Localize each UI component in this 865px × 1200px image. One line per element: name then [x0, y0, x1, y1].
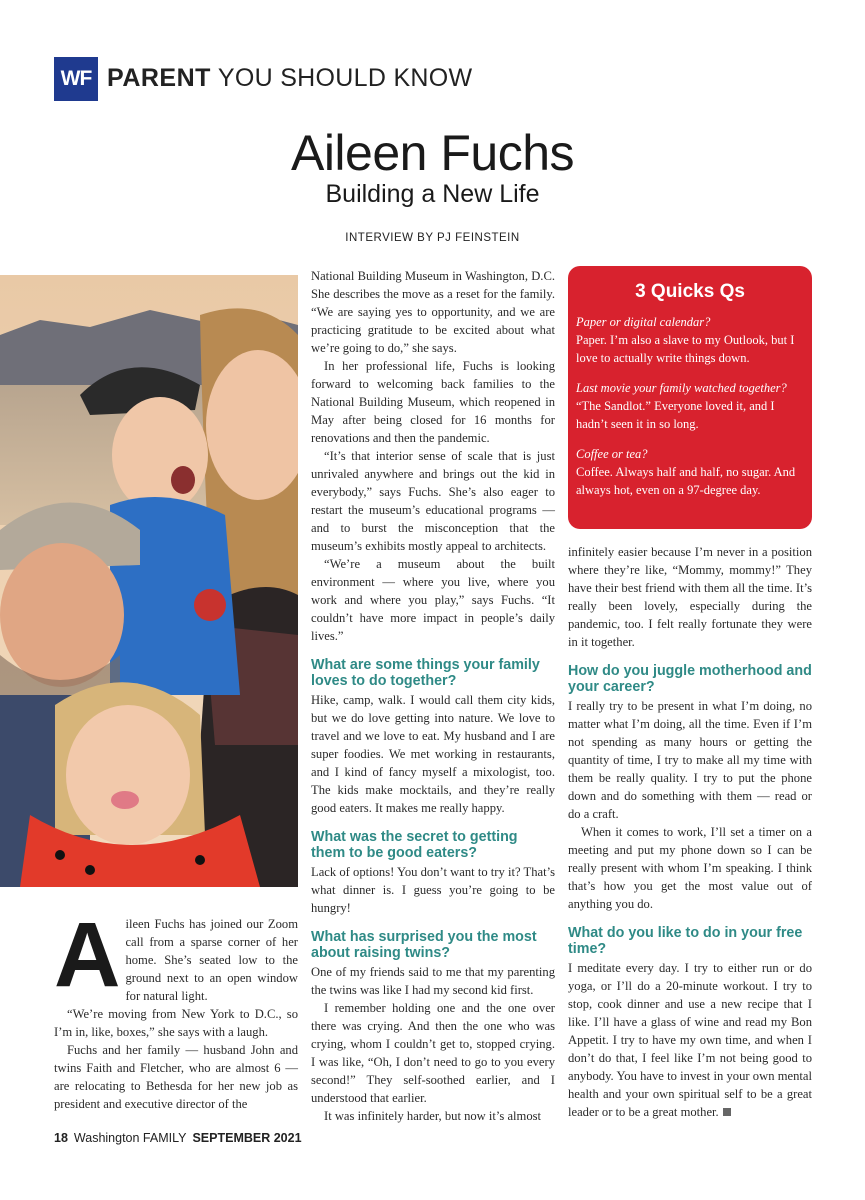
- family-photo: [0, 275, 298, 887]
- answer-paragraph: Hike, camp, walk. I would call them city kids, but we do love getting into nature. We love to travel and we love to eat. My husband and I are super foodies. We met working in restaurants, and I kind of fancy myself a mixologist, too. The kids make mocktails, and they’re really good eaters. It makes me really happy.: [311, 693, 555, 815]
- answer-paragraph: [568, 959, 812, 1121]
- question-heading: What are some things your family loves to do together?: [311, 657, 540, 689]
- section-header: [54, 56, 472, 101]
- page-number: 18: [54, 1131, 68, 1145]
- section-title-rest: YOU SHOULD KNOW: [217, 64, 473, 92]
- paragraph: “We’re moving from New York to D.C., so I’m in, like, boxes,” she says with a laugh.: [54, 1007, 298, 1039]
- article-byline: INTERVIEW BY PJ FEINSTEIN: [345, 232, 520, 244]
- question-heading: What has surprised you the most about raising twins?: [311, 929, 537, 961]
- quick-answer: Paper. I’m also a slave to my Outlook, but I love to actually write things down.: [576, 333, 795, 365]
- quick-answer: “The Sandlot.” Everyone loved it, and I hadn’t seen it in so long.: [576, 399, 775, 431]
- end-mark-icon: [723, 1108, 731, 1116]
- quick-question-item: [576, 379, 804, 433]
- answer-paragraph: One of my friends said to me that my parenting the twins was like I had my second kid first.: [311, 965, 555, 997]
- answer-paragraph: When it comes to work, I’ll set a timer on a meeting and put my phone down so I can be really present with whom I’m speaking. I think that’s how you get the most value out of anything you do.: [568, 825, 812, 911]
- intro-paragraph: [54, 904, 298, 1006]
- quick-answer: Coffee. Always half and half, no sugar. And always hot, even on a 97-degree day.: [576, 465, 796, 497]
- article-column-1: [54, 904, 298, 1113]
- issue-date: SEPTEMBER 2021: [192, 1131, 302, 1145]
- paragraph: “We’re a museum about the built environment — where you live, where you work and where you play,” says Fuchs. “It couldn’t have more impact in people’s daily lives.”: [311, 557, 555, 643]
- page-footer: [54, 1131, 302, 1145]
- answer-paragraph: Lack of options! You don’t want to try it? That’s what dinner is. I guess you’re going to be hungry!: [311, 865, 555, 915]
- quick-question: Coffee or tea?: [576, 447, 648, 461]
- paragraph: infinitely easier because I’m never in a position where they’re like, “Mommy, mommy!” They have their best friend with them all the time. It’s really been lovely, especially during the pandemic, too. I felt really fortunate they were in it together.: [568, 545, 812, 649]
- question-heading: How do you juggle motherhood and your career?: [568, 663, 812, 695]
- drop-cap: A: [54, 904, 121, 1006]
- quick-question: Paper or digital calendar?: [576, 315, 711, 329]
- paragraph: National Building Museum in Washington, D.C. She describes the move as a reset for the family. “We are saying yes to opportunity, and we are practicing gratitude to be excited about what we’re going to do,” she says.: [311, 269, 555, 355]
- answer-paragraph: It was infinitely harder, but now it’s almost: [324, 1109, 542, 1123]
- paragraph: “It’s that interior sense of scale that is just unrivaled anywhere and brings out the kid in everybody,” says Fuchs. She’s also eager to restart the museum’s educational programs — and to burst the misconception that the museum’s exhibits mostly appeal to architects.: [311, 449, 555, 553]
- article-subtitle: Building a New Life: [325, 180, 540, 208]
- quick-question-item: [576, 445, 804, 499]
- article-column-3: [568, 543, 812, 1121]
- answer-paragraph: I remember holding one and the one over there was crying. And then the one who was crying, whom I couldn’t get to, stopped crying. I was like, “Oh, I don’t need to go to you every second!” They self-soothed earlier, and I understood that earlier.: [311, 1001, 555, 1105]
- quick-question: Last movie your family watched together?: [576, 381, 787, 395]
- section-title: [107, 64, 472, 93]
- quick-question-item: [576, 313, 804, 367]
- magazine-name: Washington FAMILY: [73, 1131, 187, 1145]
- article-title: Aileen Fuchs: [290, 125, 575, 181]
- wf-logo: WF: [54, 57, 98, 101]
- question-heading: What was the secret to getting them to be good eaters?: [311, 829, 518, 861]
- intro-text: ileen Fuchs has joined our Zoom call from a sparse corner of her home. She’s seated low to the ground next to an open window for natural light.: [125, 917, 298, 1003]
- quick-questions-box: [568, 266, 812, 529]
- section-title-bold: PARENT: [107, 64, 211, 92]
- answer-paragraph: I really try to be present in what I’m doing, no matter what I’m doing, all the time. Even if I’m not spending as many hours or getting the quantity of time, I try to make all my time with them be really quality. I try to put the phone down and do something with them — read or do a craft.: [568, 699, 812, 821]
- question-heading: What do you like to do in your free time?: [568, 925, 803, 957]
- answer-text: I meditate every day. I try to either run or do yoga, or I’ll do a 20-minute workout. I try to stop, cook dinner and use a new recipe that I like. I’ll have a glass of wine and read my Bon Appetit. I try to have my own time, and when I don’t do that, I feel like I’m not being good to anybody. You have to invest in your own mental health and your own spiritual self to be a great leader or to be a great mother.: [568, 961, 812, 1119]
- quick-questions-title: 3 Quicks Qs: [635, 281, 745, 302]
- paragraph: Fuchs and her family — husband John and twins Faith and Fletcher, who are almost 6 — are relocating to Bethesda for her new job as president and executive director of the: [54, 1043, 298, 1111]
- paragraph: In her professional life, Fuchs is looking forward to welcoming back families to the National Building Museum, which reopened in May after being closed for 16 months for renovations and then the pandemic.: [311, 359, 555, 445]
- article-column-2: [311, 267, 555, 1125]
